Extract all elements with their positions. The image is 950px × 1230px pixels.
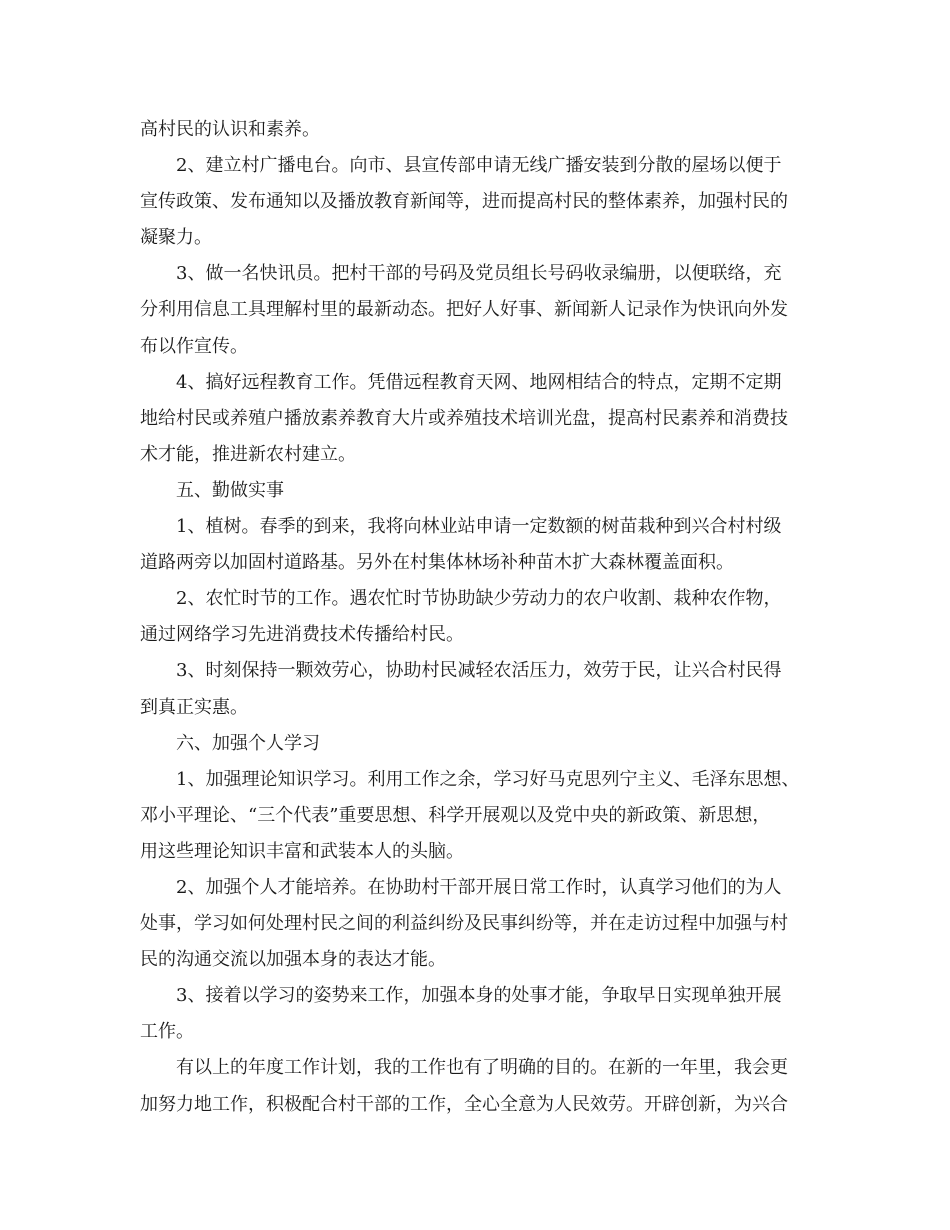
text-line: 3、时刻保持一颗效劳心，协助村民减轻农活压力，效劳于民，让兴合村民得: [176, 660, 782, 682]
text-line: 布以作宣传。: [140, 335, 248, 357]
text-line: 邓小平理论、“三个代表”重要思想、科学开展观以及党中央的新政策、新思想，: [140, 804, 771, 826]
text-line: 地给村民或养殖户播放素养教育大片或养殖技术培训光盘，提高村民素养和消费技: [140, 407, 788, 429]
text-line: 术才能，推进新农村建立。: [140, 443, 356, 465]
text-line: 1、植树。春季的到来，我将向林业站申请一定数额的树苗栽种到兴合村村级: [176, 516, 782, 538]
text-line: 到真正实惠。: [140, 696, 248, 718]
text-line: 宣传政策、发布通知以及播放教育新闻等，进而提高村民的整体素养，加强村民的: [140, 191, 788, 213]
text-line: 分利用信息工具理解村里的最新动态。把好人好事、新闻新人记录作为快讯向外发: [140, 299, 788, 321]
text-line: 2、农忙时节的工作。遇农忙时节协助缺少劳动力的农户收割、栽种农作物，: [176, 588, 782, 610]
body-text: [140, 112, 830, 1123]
text-line: 用这些理论知识丰富和武装本人的头脑。: [140, 840, 464, 862]
text-line: 4、搞好远程教育工作。凭借远程教育天网、地网相结合的特点，定期不定期: [176, 371, 782, 393]
text-line: 3、做一名快讯员。把村干部的号码及党员组长号码收录编册，以便联络，充: [176, 263, 782, 285]
text-line: 道路两旁以加固村道路基。另外在村集体林场补种苗木扩大森林覆盖面积。: [140, 552, 734, 574]
text-line: 有以上的年度工作计划，我的工作也有了明确的目的。在新的一年里，我会更: [176, 1057, 788, 1079]
text-line: 2、加强个人才能培养。在协助村干部开展日常工作时，认真学习他们的为人: [176, 876, 782, 898]
text-line: 3、接着以学习的姿势来工作，加强本身的处事才能，争取早日实现单独开展: [176, 985, 782, 1007]
text-line: 2、建立村广播电台。向市、县宣传部申请无线广播安装到分散的屋场以便于: [176, 155, 782, 177]
text-line: 处事，学习如何处理村民之间的利益纠纷及民事纠纷等，并在走访过程中加强与村: [140, 913, 788, 935]
text-line: 加努力地工作，积极配合村干部的工作，全心全意为人民效劳。开辟创新，为兴合: [140, 1093, 788, 1115]
text-line: 通过网络学习先进消费技术传播给村民。: [140, 624, 464, 646]
text-line: 民的沟通交流以加强本身的表达才能。: [140, 949, 446, 971]
text-line: 工作。: [140, 1021, 194, 1043]
text-line: 凝聚力。: [140, 227, 212, 249]
text-line: 1、加强理论知识学习。利用工作之余，学习好马克思列宁主义、毛泽东思想、: [176, 768, 800, 790]
text-line: 六、加强个人学习: [176, 732, 320, 754]
text-line: 五、勤做实事: [176, 479, 284, 501]
text-line: 高村民的认识和素养。: [140, 119, 320, 140]
